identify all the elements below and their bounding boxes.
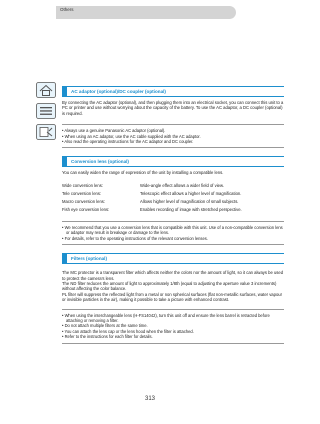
lens-name: Macro conversion lens: xyxy=(62,198,106,204)
page-number: 313 xyxy=(144,396,155,402)
lens-table xyxy=(62,182,242,213)
section-ac-adaptor xyxy=(62,86,284,148)
home-button[interactable] xyxy=(36,82,56,98)
lens-description: Telescopic effect allows a higher level of magnification. xyxy=(140,191,242,197)
section-title: AC adaptor (optional)/DC coupler (optional) xyxy=(62,86,284,97)
notes-box xyxy=(62,309,284,344)
table-row xyxy=(62,190,242,198)
lens-description: Wide-angle effect allows a wider field of view. xyxy=(140,183,224,189)
table-row xyxy=(62,197,242,205)
note-item: • Always use a genuine Panasonic AC adaptor (optional). xyxy=(62,128,166,134)
paragraph: PL filter will suppress the reflected light from a metal or non spherical surfaces (flat non-metallic surfaces, water vapour or invisible particles in the air), making it possible to take a picture with enhanced contrast. xyxy=(62,291,283,303)
contents-icon xyxy=(36,124,56,140)
lens-description: Enables recording of image with stretched perspective. xyxy=(140,206,242,212)
home-icon xyxy=(36,82,56,98)
lens-name: Tele conversion lens: xyxy=(62,191,102,197)
note-item: • You can attach the lens cap or the lens hood when the filter is attached. xyxy=(62,328,194,334)
page-content xyxy=(62,80,284,344)
lens-name: Wide conversion lens: xyxy=(62,183,103,189)
paragraph: The MC protector is a transparent filter which affects neither the colors nor the amount of light, so it can always be used to protect the camera's lens. xyxy=(62,270,284,281)
section-tab-label: Others xyxy=(60,7,74,12)
note-item: • We recommend that you use a conversion lens that is compatible with this unit. Use of a non-compatible conversion lens or adaptor may result in breakage or damage to the lens. xyxy=(62,224,283,236)
note-item: • Do not attach multiple filters at the same time. xyxy=(62,323,148,329)
note-item: • Refer to the instructions for each filter for details. xyxy=(62,334,153,340)
section-title: Conversion lens (optional) xyxy=(62,156,284,167)
paragraph: By connecting the AC adaptor (optional), and then plugging them into an electrical socket, you can connect this unit to a PC or printer and use without worrying about the capacity of the battery. To use the AC adaptor, a DC coupler (optional) is required. xyxy=(62,100,284,116)
table-row xyxy=(62,182,242,190)
notes-box xyxy=(62,221,284,245)
note-item: • For details, refer to the operating instructions of the relevant conversion lenses. xyxy=(62,235,208,241)
note-item: • When using the interchangeable lens (H-FS14042), turn this unit off and ensure the lens barrel is retracted before attaching or removing a filter. xyxy=(62,312,270,324)
section-filters xyxy=(62,253,284,343)
paragraph: You can easily widen the range of expression of the unit by installing a compatible lens. xyxy=(62,170,224,176)
lens-description: Allows higher level of magnification of small subjects. xyxy=(140,198,239,204)
sidebar xyxy=(36,82,58,145)
section-title: Filters (optional) xyxy=(62,253,284,264)
paragraph: The ND filter reduces the amount of light to approximately 1/8th (equal to adjusting the aperture value 3 increments) without affecting the color balance. xyxy=(62,281,277,292)
lens-name: Fish eye conversion lens: xyxy=(62,206,110,212)
notes-box xyxy=(62,124,284,148)
table-row xyxy=(62,205,242,213)
menu-icon xyxy=(36,103,56,119)
section-tab xyxy=(56,6,236,19)
note-item: • When using an AC adaptor, use the AC cable supplied with the AC adaptor. xyxy=(62,133,201,139)
section-conversion-lens xyxy=(62,156,284,245)
contents-button[interactable] xyxy=(36,124,56,140)
note-item: • Also read the operating instructions for the AC adaptor and DC coupler. xyxy=(62,139,194,145)
menu-button[interactable] xyxy=(36,103,56,119)
